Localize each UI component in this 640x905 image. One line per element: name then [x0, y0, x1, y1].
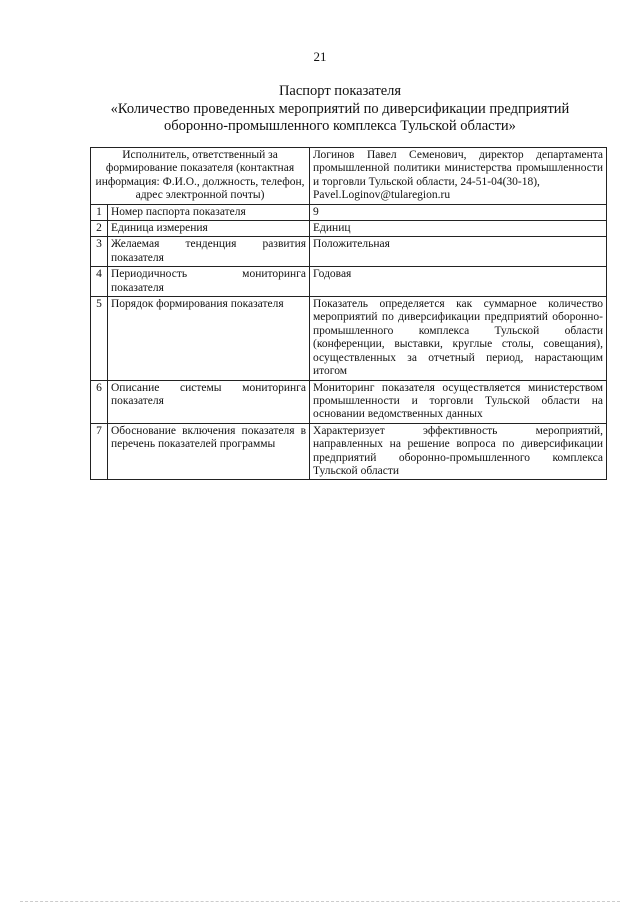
executor-contact: Логинов Павел Семенович, директор департамента промышленной политики министерства промышленности и торговли Тульской области, 24-51-04(30-18),	[313, 149, 604, 188]
row-label: Периодичность мониторинга показателя	[108, 267, 310, 297]
table-row	[91, 204, 607, 220]
row-number: 1	[91, 204, 108, 220]
row-number: 3	[91, 237, 108, 267]
title-line-1: Паспорт показателя	[278, 83, 402, 99]
row-value: Единиц	[310, 221, 607, 237]
title-line-3: оборонно-промышленного комплекса Тульской области»	[164, 118, 516, 134]
row-value: Годовая	[310, 267, 607, 297]
row-label: Описание системы мониторинга показателя	[108, 380, 310, 423]
passport-table	[90, 147, 607, 480]
row-number: 5	[91, 297, 108, 380]
row-label: Единица измерения	[108, 221, 310, 237]
row-label: Порядок формирования показателя	[108, 297, 310, 380]
table-row-executor	[91, 148, 607, 205]
row-value: Мониторинг показателя осуществляется министерством промышленности и торговли Тульской области на основании ведомственных данных	[310, 380, 607, 423]
row-label: Желаемая тенденция развития показателя	[108, 237, 310, 267]
row-value: Положительная	[310, 237, 607, 267]
table-row	[91, 297, 607, 380]
row-number: 4	[91, 267, 108, 297]
executor-label: Исполнитель, ответственный за формирование показателя (контактная информация: Ф.И.О., должность, телефон, адрес электронной почты)	[91, 148, 310, 205]
title-line-2: «Количество проведенных мероприятий по диверсификации предприятий	[110, 100, 570, 117]
document-title	[60, 83, 620, 136]
table-row	[91, 380, 607, 423]
row-value: Характеризует эффективность мероприятий, направленных на решение вопроса по диверсификации предприятий оборонно-промышленного комплекса Тульской области	[310, 423, 607, 480]
row-label: Номер паспорта показателя	[108, 204, 310, 220]
executor-value	[310, 148, 607, 205]
row-label: Обоснование включения показателя в перечень показателей программы	[108, 423, 310, 480]
scan-artifact-line	[20, 900, 620, 902]
row-value: 9	[310, 204, 607, 220]
row-number: 2	[91, 221, 108, 237]
table-row	[91, 237, 607, 267]
row-value: Показатель определяется как суммарное количество мероприятий по диверсификации предприятий оборонно-промышленного комплекса Тульской области (конференции, выставки, круглые столы, совещания), осуществленных за отчетный период, нарастающим итогом	[310, 297, 607, 380]
table-row	[91, 221, 607, 237]
row-number: 7	[91, 423, 108, 480]
row-number: 6	[91, 380, 108, 423]
table-row	[91, 267, 607, 297]
page-number: 21	[313, 49, 327, 64]
executor-email: Pavel.Loginov@tularegion.ru	[313, 189, 451, 202]
table-row	[91, 423, 607, 480]
